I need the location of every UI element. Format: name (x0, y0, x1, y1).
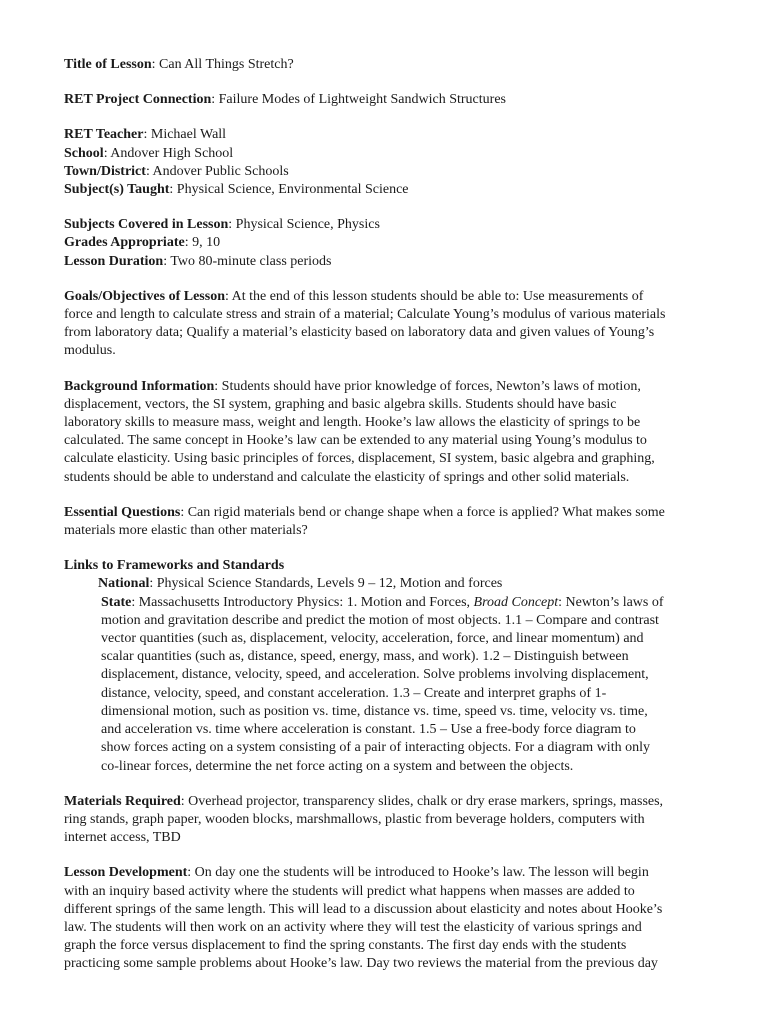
ret-teacher-line (64, 126, 720, 144)
town-district-value: : Andover Public Schools (145, 163, 289, 179)
frameworks-heading: Links to Frameworks and Standards (64, 558, 285, 574)
ret-teacher-value: : Michael Wall (143, 127, 227, 143)
ret-project-line (64, 91, 720, 109)
state-label: State (101, 594, 132, 610)
materials-text: : Overhead projector, transparency slides, chalk or dry erase markers, springs, masses, (180, 793, 664, 809)
grades-label: Grades Appropriate (64, 235, 185, 251)
broad-concept-italic: Broad Concept (473, 594, 559, 610)
national-label: National (98, 576, 150, 592)
lesson-title-label: Title of Lesson (64, 57, 152, 72)
duration-value: : Two 80-minute class periods (163, 253, 332, 269)
development-text: : On day one the students will be introduced to Hooke’s law. The lesson will begin (187, 865, 649, 881)
state-standard-line: displacement, distance, velocity, speed, and acceleration. Solve problems involving displacement, (101, 667, 649, 683)
materials-line: internet access, TBD (64, 830, 181, 846)
development-line: practicing some sample problems about Hooke’s law. Day two reviews the material from the previous day (64, 956, 658, 972)
lesson-title-value: : Can All Things Stretch? (151, 57, 294, 72)
goals-line (64, 288, 720, 306)
ret-project-value: : Failure Modes of Lightweight Sandwich Structures (211, 92, 506, 108)
town-district-line (64, 163, 720, 181)
school-line (64, 145, 720, 163)
national-value: : Physical Science Standards, Levels 9 – 12, Motion and forces (149, 576, 503, 592)
materials-line: ring stands, graph paper, wooden blocks, marshmallows, plastic from beverage holders, computers with (64, 811, 645, 827)
development-line: different springs of the same length. This will lead to a discussion about elasticity and notes about Hooke’s (64, 901, 663, 917)
background-line: students should be able to understand and calculate the elasticity of springs and other solid materials. (64, 469, 630, 485)
subjects-taught-label: Subject(s) Taught (64, 182, 170, 198)
lesson-title-line (64, 56, 720, 74)
lesson-plan-document (64, 56, 720, 974)
duration-label: Lesson Duration (64, 253, 164, 269)
state-standard-line: and acceleration vs. time where acceleration is constant. 1.5 – Use a free-body force diagram to (101, 722, 636, 738)
frameworks-section (64, 557, 720, 775)
national-standard-line (64, 575, 720, 593)
state-standard-line: dimensional motion, such as position vs. time, distance vs. time, speed vs. time, velocity vs. time, (101, 703, 648, 719)
goals-text: : At the end of this lesson students should be able to: Use measurements of (225, 288, 644, 304)
state-standard-line: show forces acting on a system consisting of a pair of interacting objects. For a diagram with only (101, 740, 650, 756)
background-label: Background Information (64, 378, 215, 394)
background-line: laboratory skills to measure mass, weight and length. Hooke’s law allows the elasticity of springs to be (64, 415, 641, 431)
essential-questions-line: materials more elastic than other materials? (64, 523, 308, 539)
essential-questions-section (64, 504, 720, 540)
essential-questions-label: Essential Questions (64, 504, 181, 520)
essential-questions-line (64, 504, 720, 522)
state-standard-line: vector quantities (such as, displacement, velocity, acceleration, force, and linear momentum) and (101, 631, 644, 647)
essential-questions-text: : Can rigid materials bend or change shape when a force is applied? What makes some (180, 504, 665, 520)
school-label: School (64, 145, 104, 161)
lesson-development-section (64, 864, 720, 973)
development-line: graph the force versus displacement to find the spring constants. The first day ends with the students (64, 938, 627, 954)
materials-label: Materials Required (64, 793, 181, 809)
state-standard-line: scalar quantities (such as, distance, speed, energy, mass, and work). 1.2 – Distinguish between (101, 649, 629, 665)
goals-label: Goals/Objectives of Lesson (64, 288, 225, 304)
background-line: displacement, vectors, the SI system, graphing and basic algebra skills. Students should have basic (64, 396, 617, 412)
town-district-label: Town/District (64, 163, 146, 179)
grades-value: : 9, 10 (184, 235, 221, 251)
state-standard-line: co-linear forces, determine the net force acting on a system and between the objects. (101, 758, 574, 774)
subjects-taught-value: : Physical Science, Environmental Science (169, 182, 409, 198)
school-value: : Andover High School (103, 145, 234, 161)
subjects-covered-label: Subjects Covered in Lesson (64, 217, 229, 233)
subjects-covered-value: : Physical Science, Physics (228, 217, 380, 233)
state-standard-line: distance, velocity, speed, and constant acceleration. 1.3 – Create and interpret graphs of 1- (101, 685, 607, 701)
goals-line: force and length to calculate stress and strain of a material; Calculate Young’s modulus of various materials (64, 307, 666, 323)
ret-project-label: RET Project Connection (64, 92, 212, 108)
state-text-b: : Newton’s laws of (558, 594, 664, 610)
background-text: : Students should have prior knowledge of forces, Newton’s laws of motion, (214, 378, 641, 394)
development-line: with an inquiry based activity where the students will predict what happens when masses are added to (64, 883, 635, 899)
development-line: law. The students will then work on an activity where they will test the elasticity of various springs and (64, 919, 642, 935)
background-section (64, 378, 720, 487)
background-line: calculated. The same concept in Hooke’s law can be extended to any material using Young’s modulus to (64, 433, 647, 449)
grades-line (64, 234, 720, 252)
background-line: calculate elasticity. Using basic principles of forces, displacement, SI system, basic algebra and graphing, (64, 451, 655, 467)
goals-line: from laboratory data; Qualify a material’s elasticity based on laboratory data and given values of Young’s (64, 325, 655, 341)
ret-teacher-label: RET Teacher (64, 127, 144, 143)
background-line (64, 378, 720, 396)
goals-section (64, 288, 720, 361)
subjects-taught-line (64, 181, 720, 199)
state-standard-line (64, 594, 720, 612)
materials-line (64, 793, 720, 811)
development-label: Lesson Development (64, 865, 188, 881)
goals-line: modulus. (64, 343, 116, 359)
subjects-covered-line (64, 216, 720, 234)
state-standard-line: motion and gravitation describe and predict the motion of most objects. 1.1 – Compare and contrast (101, 612, 659, 628)
state-text-a: : Massachusetts Introductory Physics: 1. Motion and Forces, (131, 594, 474, 610)
development-line (64, 864, 720, 882)
materials-section (64, 793, 720, 848)
duration-line (64, 253, 720, 271)
